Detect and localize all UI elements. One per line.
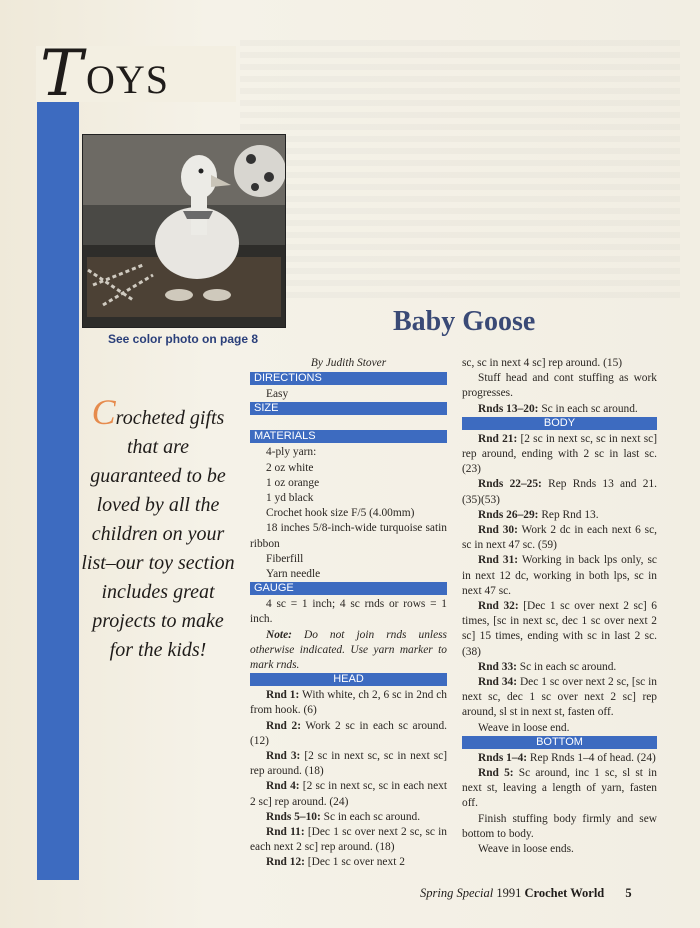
material-item: Crochet hook size F/5 (4.00mm) xyxy=(266,507,415,520)
round-text: Sc in each sc around. xyxy=(541,402,638,415)
round-label: Rnd 30: xyxy=(478,524,518,537)
material-item: 1 yd black xyxy=(266,492,314,505)
round-label: Rnds 22–25: xyxy=(478,478,542,491)
round-instruction xyxy=(250,719,447,749)
gauge-text: 4 sc = 1 inch; 4 sc rnds or rows = 1 inch. xyxy=(250,598,447,626)
round-instruction xyxy=(250,810,447,825)
round-label: Rnds 1–4: xyxy=(478,751,528,764)
magazine-issue: Spring Special xyxy=(420,886,494,900)
material-item: Yarn needle xyxy=(266,568,321,581)
round-instruction xyxy=(250,825,447,855)
round-instruction xyxy=(462,751,657,766)
note-label: Note: xyxy=(266,628,292,641)
round-label: Rnds 13–20: xyxy=(478,402,539,415)
round-instruction xyxy=(462,508,657,523)
page-footer xyxy=(420,886,632,901)
section-title xyxy=(36,37,236,111)
round-label: Rnd 4: xyxy=(266,780,300,793)
round-label: Rnd 1: xyxy=(266,689,300,702)
round-label: Rnd 12: xyxy=(266,856,305,869)
round-instruction xyxy=(462,477,657,507)
goose-photo xyxy=(82,134,286,328)
round-text: Rep Rnd 13. xyxy=(541,508,599,521)
byline: By Judith Stover xyxy=(310,357,387,369)
round-label: Rnd 32: xyxy=(478,600,519,613)
page-number: 5 xyxy=(625,886,632,900)
body-heading: BODY xyxy=(462,417,657,430)
section-blue-bar xyxy=(37,50,79,880)
bottom-heading: BOTTOM xyxy=(462,736,657,749)
round-text: [2 sc in next sc, sc in next sc] rep around. (18) xyxy=(250,750,447,778)
continued-text: sc, sc in next 4 sc] rep around. (15) xyxy=(462,357,623,369)
round-text: [Dec 1 sc over next 2 sc] 6 times, [sc in next sc, dec 1 sc over next 2 sc] 15 times, ending with sc in last 2 sc. (38) xyxy=(462,600,657,658)
round-label: Rnds 26–29: xyxy=(478,508,539,521)
intro-blurb xyxy=(80,392,236,665)
head-heading: HEAD xyxy=(250,673,447,686)
round-label: Rnd 21: xyxy=(478,432,518,445)
pattern-note xyxy=(250,628,447,674)
round-instruction xyxy=(250,749,447,779)
column-2 xyxy=(462,356,657,857)
round-text: [2 sc in next sc, sc in next sc] rep around, ending with 2 sc in last sc. (23) xyxy=(462,432,657,476)
intro-text: rocheted gifts that are guaranteed to be loved by all the children on your list–our toy section includes great projects to make for the kids! xyxy=(81,407,235,661)
round-text: Rep Rnds 13 and 21. (35)(53) xyxy=(462,478,657,506)
round-instruction xyxy=(462,402,657,417)
gauge-heading: GAUGE xyxy=(250,582,447,595)
size-heading: SIZE xyxy=(250,402,447,415)
section-title-rest: OYS xyxy=(86,57,170,102)
round-text: Rep Rnds 1–4 of head. (24) xyxy=(529,751,656,764)
round-text: Working in back lps only, sc in next 12 dc, working in both lps, sc in next 47 sc. xyxy=(462,554,657,597)
round-instruction xyxy=(462,766,657,812)
round-label: Rnds 5–10: xyxy=(266,810,321,823)
round-instruction xyxy=(250,688,447,718)
round-text: Work 2 dc in each next 6 sc, sc in next 47 sc. (59) xyxy=(462,524,657,552)
show-through-texture xyxy=(240,40,680,300)
material-ribbon: 18 inches 5/8-inch-wide turquoise satin ribbon xyxy=(250,522,447,550)
round-text: Dec 1 sc over next 2 sc, [sc in next sc, dec 1 sc over next 2 sc] rep around, sl st in next st, fasten off. xyxy=(462,676,657,719)
round-instruction xyxy=(462,675,657,721)
round-label: Rnd 33: xyxy=(478,660,517,673)
material-item: Fiberfill xyxy=(266,552,304,565)
round-label: Rnd 5: xyxy=(478,767,514,780)
round-label: Rnd 3: xyxy=(266,750,301,763)
directions-value: Easy xyxy=(266,388,289,401)
round-instruction xyxy=(250,779,447,809)
article-title: Baby Goose xyxy=(393,306,536,337)
magazine-brand: Crochet World xyxy=(524,886,605,900)
stuffing-note: Stuff head and cont stuffing as work progresses. xyxy=(462,372,657,400)
round-text: [Dec 1 sc over next 2 sc, sc in each next 2 sc] rep around. (18) xyxy=(250,826,447,854)
round-instruction xyxy=(462,660,657,675)
size-spacer xyxy=(250,417,447,430)
round-text: With white, ch 2, 6 sc in 2nd ch from hook. (6) xyxy=(250,689,447,717)
round-label: Rnd 34: xyxy=(478,676,518,689)
section-title-initial: T xyxy=(40,37,83,111)
round-label: Rnd 2: xyxy=(266,719,301,732)
round-instruction xyxy=(462,523,657,553)
materials-heading: MATERIALS xyxy=(250,430,447,443)
photo-caption: See color photo on page 8 xyxy=(108,332,259,346)
directions-heading: DIRECTIONS xyxy=(250,372,447,385)
note-text: Do not join rnds unless otherwise indicated. Use yarn marker to mark rnds. xyxy=(250,628,447,672)
material-item: 4-ply yarn: xyxy=(266,446,317,459)
weave-note: Weave in loose end. xyxy=(478,721,570,734)
material-item: 1 oz orange xyxy=(266,476,320,489)
round-instruction xyxy=(462,553,657,599)
column-1 xyxy=(250,356,447,871)
round-text: Sc around, inc 1 sc, sl st in next st, leaving a length of yarn, fasten off. xyxy=(462,767,657,810)
round-text: [2 sc in next sc, sc in each next 2 sc] rep around. (24) xyxy=(250,780,447,808)
intro-dropcap: C xyxy=(91,392,116,432)
round-label: Rnd 11: xyxy=(266,826,305,839)
round-instruction xyxy=(462,599,657,660)
round-label: Rnd 31: xyxy=(478,554,519,567)
round-text: [Dec 1 sc over next 2 xyxy=(307,856,405,869)
round-instruction xyxy=(462,432,657,478)
material-item: 2 oz white xyxy=(266,461,314,474)
round-instruction xyxy=(250,855,447,870)
weave-note: Weave in loose ends. xyxy=(478,843,574,856)
round-text: Sc in each sc around. xyxy=(323,810,421,823)
round-text: Work 2 sc in each sc around. (12) xyxy=(250,719,447,747)
magazine-year: 1991 xyxy=(496,886,522,900)
finish-note: Finish stuffing body firmly and sew bottom to body. xyxy=(462,812,657,840)
round-text: Sc in each sc around. xyxy=(519,660,617,673)
